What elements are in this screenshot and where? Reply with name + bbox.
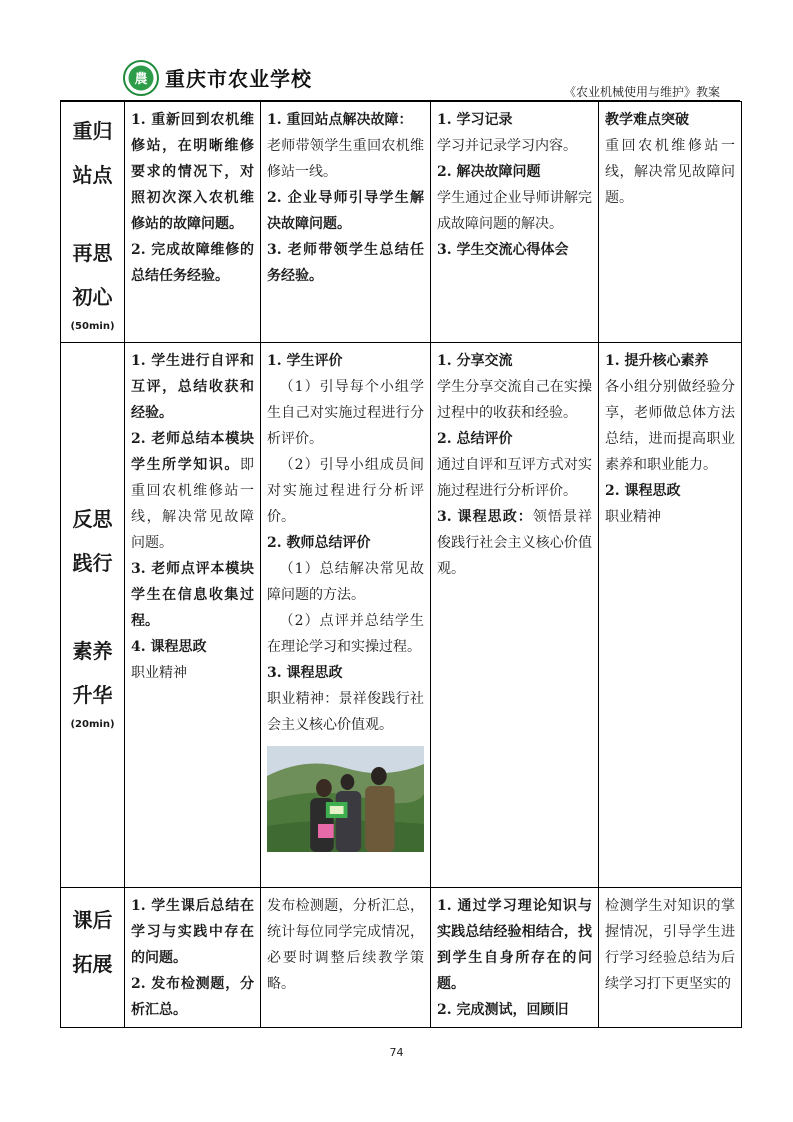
teaching-content-cell [125,888,261,1028]
stage-cell [61,102,125,343]
lesson-plan-table [60,101,742,1028]
activity-heading: 3. 课程思政： [437,509,533,525]
activity-heading: 3. 学生交流心得体会 [437,242,569,258]
content-item: 2. 完成故障维修的总结任务经验。 [131,242,254,284]
teacher-activity-cell [261,888,431,1028]
activity-text: （2）点评并总结学生在理论学习和实操过程。 [267,613,424,655]
teaching-content-cell [125,343,261,888]
stage-name-line: 重归 [72,119,113,143]
school-name: 重庆市农业学校 [165,67,312,91]
table-row [61,343,742,888]
intent-heading: 2. 课程思政 [605,483,681,499]
activity-text: （1）总结解决常见故障问题的方法。 [267,561,424,603]
activity-heading: 2. 教师总结评价 [267,535,371,551]
student-activity-cell [431,343,599,888]
content-text: 即重回农机维修站一线，解决常见故障问题。 [131,457,254,551]
activity-text: （2）引导小组成员间对实施过程进行分析评价。 [267,457,424,525]
design-intent-cell [599,343,742,888]
stage-name-line: 初心 [72,285,113,309]
intent-text: 检测学生对知识的掌握情况，引导学生进行学习经验总结为后续学习打下更坚实的 [605,898,735,992]
stage-name-line: 反思 [72,507,113,531]
table-row [61,102,742,343]
stage-name-line: 践行 [72,551,113,575]
document-title: 《农业机械使用与维护》教案 [563,85,720,99]
activity-heading: 1. 学习记录 [437,112,513,128]
content-item: 1. 重新回到农机维修站，在明晰维修要求的情况下，对照初次深入农机维修站的故障问题。 [131,112,254,232]
stage-name-line: 站点 [72,163,113,187]
intent-text: 各小组分别做经验分享，老师做总体方法总结，进而提高职业素养和职业能力。 [605,379,735,473]
field-visit-photo [267,746,424,852]
stage-name-line: 升华 [72,683,113,707]
intent-heading: 1. 提升核心素养 [605,353,709,369]
activity-heading: 1. 学生评价 [267,353,343,369]
design-intent-cell [599,102,742,343]
activity-text: 学生分享交流自己在实操过程中的收获和经验。 [437,379,592,421]
stage-name-line: 课后 [72,908,113,932]
content-text: 职业精神 [131,665,187,681]
stage-name-line: 再思 [72,241,113,265]
stage-time: (20min) [70,719,115,730]
content-heading: 3. 老师点评本模块学生在信息收集过程。 [131,561,254,629]
student-activity-cell [431,102,599,343]
activity-text: 通过自评和互评方式对实施过程进行分析评价。 [437,457,592,499]
activity-heading: 2. 总结评价 [437,431,513,447]
content-heading: 2. 老师总结本模块学生所学知识。 [131,431,254,473]
content-item: 2. 发布检测题，分析汇总。 [131,976,254,1018]
activity-text: 老师带领学生重回农机维修站一线。 [267,138,424,180]
stage-cell [61,343,125,888]
activity-text: （1）引导每个小组学生自己对实施过程进行分析评价。 [267,379,424,447]
activity-heading: 2. 企业导师引导学生解决故障问题。 [267,190,424,232]
teacher-activity-cell [261,343,431,888]
activity-text: 学习并记录学习内容。 [437,138,577,154]
activity-text: 发布检测题，分析汇总，统计每位同学完成情况，必要时调整后续教学策略。 [267,898,424,992]
stage-name-line: 拓展 [72,952,113,976]
logo-glyph: 農 [134,72,148,87]
activity-heading: 1. 分享交流 [437,353,513,369]
activity-heading: 1. 通过学习理论知识与实践总结经验相结合，找到学生自身所存在的问题。 [437,898,592,992]
table-row [61,888,742,1028]
intent-text: 职业精神 [605,509,661,525]
page-number: 74 [389,1046,404,1059]
intent-heading: 教学难点突破 [605,112,689,128]
content-item: 1. 学生课后总结在学习与实践中存在的问题。 [131,898,254,966]
activity-heading: 3. 老师带领学生总结任务经验。 [267,242,424,284]
content-heading: 4. 课程思政 [131,639,207,655]
activity-heading: 2. 解决故障问题 [437,164,541,180]
school-logo [123,60,159,96]
teacher-activity-cell [261,102,431,343]
stage-time: (50min) [70,321,115,332]
design-intent-cell [599,888,742,1028]
student-activity-cell [431,888,599,1028]
activity-heading: 3. 课程思政 [267,665,343,681]
activity-text: 领悟景祥俊践行社会主义核心价值观。 [437,509,592,577]
stage-cell [61,888,125,1028]
activity-text: 职业精神：景祥俊践行社会主义核心价值观。 [267,691,424,733]
activity-text: 学生通过企业导师讲解完成故障问题的解决。 [437,190,592,232]
stage-name-line: 素养 [72,639,113,663]
content-heading: 1. 学生进行自评和互评，总结收获和经验。 [131,353,254,421]
intent-text: 重回农机维修站一线，解决常见故障问题。 [605,138,735,206]
activity-heading: 1. 重回站点解决故障： [267,112,413,128]
teaching-content-cell [125,102,261,343]
activity-heading: 2. 完成测试，回顾旧 [437,1002,569,1018]
